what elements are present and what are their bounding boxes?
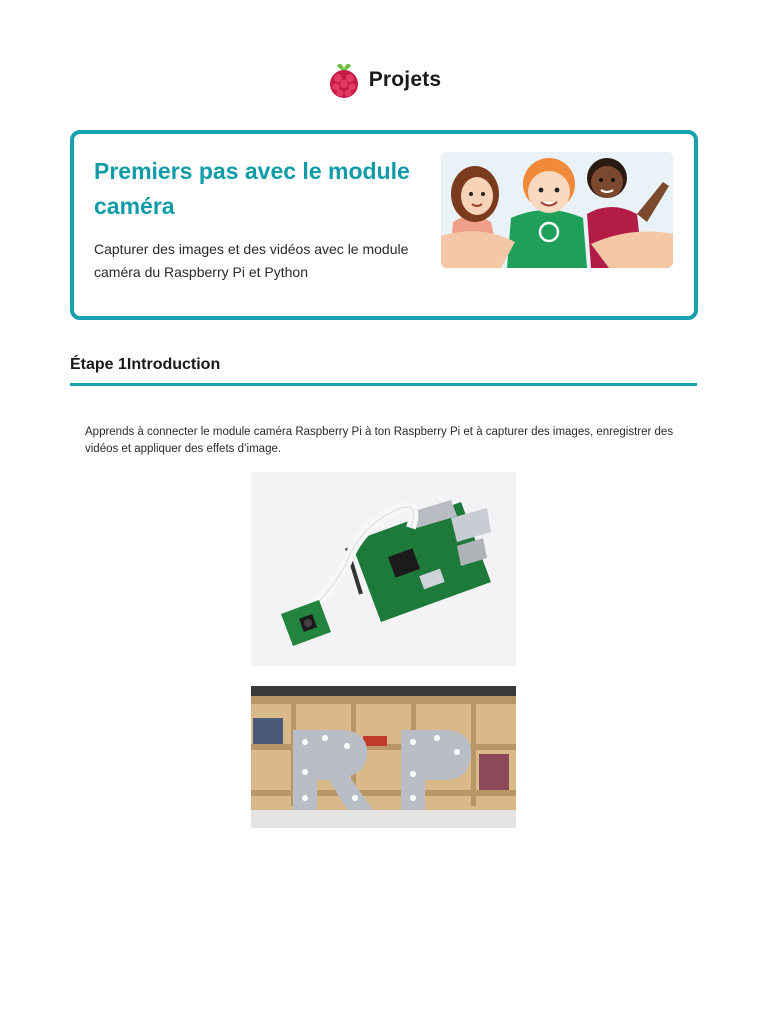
step-divider — [70, 383, 697, 386]
raspberry-pi-logo-icon — [327, 60, 361, 100]
kids-selfie-illustration — [441, 152, 673, 268]
intro-paragraph: Apprends à connecter le module caméra Raspberry Pi à ton Raspberry Pi et à capturer des images, enregistrer des vidéos et appliquer des effets d’image. — [85, 426, 674, 455]
brand-header — [0, 60, 768, 100]
project-hero-card — [70, 130, 698, 320]
project-description: Capturer des images et des vidéos avec le module caméra du Raspberry Pi et Python — [94, 241, 409, 280]
raspberry-pi-camera-photo — [251, 472, 516, 666]
rp-letters-shelf-photo — [251, 686, 516, 828]
brand-title: Projets — [368, 68, 442, 91]
step-heading: Étape 1Introduction — [70, 356, 221, 373]
project-title: Premiers pas avec le module caméra — [94, 158, 410, 219]
